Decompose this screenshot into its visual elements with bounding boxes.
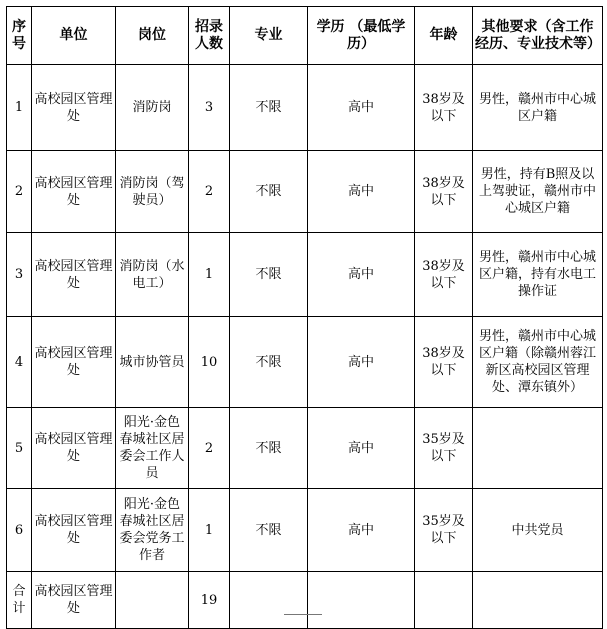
table-row [7,408,603,489]
cell-age: 38岁及以下 [415,233,473,317]
table-row [7,151,603,233]
cell-education: 高中 [308,65,415,151]
recruitment-table [6,6,603,629]
cell-education: 高中 [308,489,415,572]
header-row [7,7,603,65]
cell-unit: 高校园区管理处 [32,572,116,629]
cell-age: 35岁及以下 [415,408,473,489]
header-headcount: 招录人数 [189,7,230,65]
cell-index: 2 [7,151,32,233]
cell-headcount: 1 [189,489,230,572]
cell-unit: 高校园区管理处 [32,489,116,572]
cell-age: 35岁及以下 [415,489,473,572]
cell-index: 1 [7,65,32,151]
header-education: 学历 （最低学历） [308,7,415,65]
cell-position: 消防岗 [116,65,189,151]
cell-headcount: 2 [189,408,230,489]
cell-index: 6 [7,489,32,572]
cell-other-requirements: 男性，赣州市中心城区户籍 [473,65,603,151]
header-age: 年龄 [415,7,473,65]
table-row [7,233,603,317]
cell-major: 不限 [230,65,308,151]
cell-headcount: 1 [189,233,230,317]
cell-index: 3 [7,233,32,317]
header-other-requirements: 其他要求（含工作经历、专业技术等） [473,7,603,65]
cell-headcount: 2 [189,151,230,233]
cell-unit: 高校园区管理处 [32,233,116,317]
table-row [7,489,603,572]
cell-major: 不限 [230,317,308,408]
cell-other-requirements: 男性，赣州市中心城区户籍（除赣州蓉江新区高校园区管理处、潭东镇外） [473,317,603,408]
cell-unit: 高校园区管理处 [32,65,116,151]
cell-other-requirements: 男性，赣州市中心城区户籍，持有水电工操作证 [473,233,603,317]
cell-age: 38岁及以下 [415,151,473,233]
table-row [7,317,603,408]
cell-unit: 高校园区管理处 [32,151,116,233]
cell-headcount: 3 [189,65,230,151]
header-index: 序号 [7,7,32,65]
cell-position: 消防岗（水电工） [116,233,189,317]
cell-position: 城市协管员 [116,317,189,408]
header-position: 岗位 [116,7,189,65]
cell-index: 5 [7,408,32,489]
cell-other-requirements: 男性，持有B照及以上驾驶证，赣州市中心城区户籍 [473,151,603,233]
cell-other-requirements: 中共党员 [473,489,603,572]
cell-major: 不限 [230,489,308,572]
cell-age: 38岁及以下 [415,65,473,151]
page-edge-mark [284,614,322,615]
cell-age: 38岁及以下 [415,317,473,408]
cell-position: 阳光·金色春城社区居委会工作人员 [116,408,189,489]
table-row [7,65,603,151]
cell-unit: 高校园区管理处 [32,408,116,489]
cell-index: 4 [7,317,32,408]
cell-total-headcount: 19 [189,572,230,629]
cell-major: 不限 [230,233,308,317]
cell-position: 阳光·金色春城社区居委会党务工作者 [116,489,189,572]
cell-total-label: 合计 [7,572,32,629]
cell-position: 消防岗（驾驶员） [116,151,189,233]
cell-education: 高中 [308,317,415,408]
cell-major: 不限 [230,408,308,489]
cell-major: 不限 [230,151,308,233]
cell-education: 高中 [308,233,415,317]
cell-unit: 高校园区管理处 [32,317,116,408]
cell-education: 高中 [308,408,415,489]
cell-education: 高中 [308,151,415,233]
cell-headcount: 10 [189,317,230,408]
header-major: 专业 [230,7,308,65]
header-unit: 单位 [32,7,116,65]
cell-other-requirements [473,408,603,489]
